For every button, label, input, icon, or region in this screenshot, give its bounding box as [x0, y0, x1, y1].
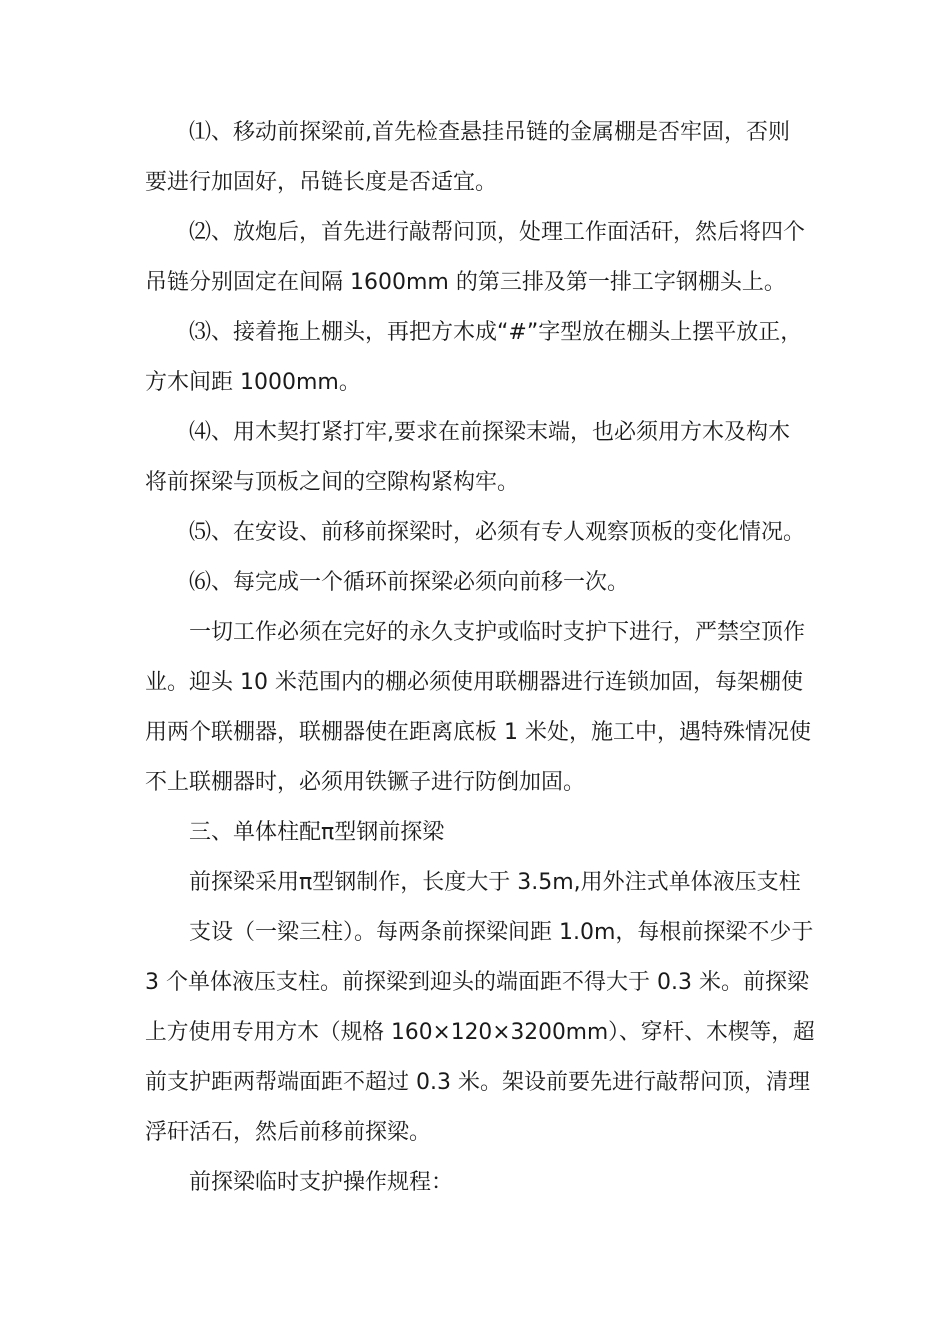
procedure-heading: 前探梁临时支护操作规程： — [189, 1170, 454, 1195]
paragraph-beam-line-2: 支设（一梁三柱）。每两条前探梁间距 1.0m，每根前探梁不少于 — [189, 920, 814, 945]
paragraph-beam-line-4: 上方使用专用方木（规格 160×120×3200mm）、穿杆、木楔等，超 — [145, 1020, 815, 1045]
paragraph-support-line-2: 业。迎头 10 米范围内的棚必须使用联棚器进行连锁加固，每架棚使 — [145, 670, 803, 695]
item-5-line-1: ⑸、在安设、前移前探梁时，必须有专人观察顶板的变化情况。 — [189, 520, 806, 545]
paragraph-support-line-4: 不上联棚器时，必须用铁镢子进行防倒加固。 — [145, 770, 586, 795]
paragraph-beam-line-1: 前探梁采用π型钢制作，长度大于 3.5m,用外注式单体液压支柱 — [189, 870, 801, 895]
paragraph-beam-line-6: 浮矸活石，然后前移前探梁。 — [145, 1120, 432, 1145]
item-3-line-1: ⑶、接着拖上棚头，再把方木成“#”字型放在棚头上摆平放正， — [189, 320, 803, 345]
paragraph-beam-line-5: 前支护距两帮端面距不超过 0.3 米。架设前要先进行敲帮问顶，清理 — [145, 1070, 810, 1095]
item-1-line-1: ⑴、移动前探梁前,首先检查悬挂吊链的金属棚是否牢固，否则 — [189, 120, 790, 145]
paragraph-beam-line-3: 3 个单体液压支柱。前探梁到迎头的端面距不得大于 0.3 米。前探梁 — [145, 970, 809, 995]
paragraph-support-line-3: 用两个联棚器，联棚器使在距离底板 1 米处，施工中，遇特殊情况使 — [145, 720, 811, 745]
item-2-line-1: ⑵、放炮后，首先进行敲帮问顶，处理工作面活矸，然后将四个 — [189, 220, 806, 245]
item-1-line-2: 要进行加固好，吊链长度是否适宜。 — [145, 170, 498, 195]
item-6-line-1: ⑹、每完成一个循环前探梁必须向前移一次。 — [189, 570, 630, 595]
item-3-line-2: 方木间距 1000mm。 — [145, 370, 361, 395]
item-4-line-1: ⑷、用木契打紧打牢,要求在前探梁末端，也必须用方木及构木 — [189, 420, 790, 445]
section-heading: 三、单体柱配π型钢前探梁 — [189, 820, 445, 845]
item-4-line-2: 将前探梁与顶板之间的空隙构紧构牢。 — [145, 470, 520, 495]
paragraph-support-line-1: 一切工作必须在完好的永久支护或临时支护下进行，严禁空顶作 — [189, 620, 806, 645]
item-2-line-2: 吊链分别固定在间隔 1600mm 的第三排及第一排工字钢棚头上。 — [145, 270, 786, 295]
